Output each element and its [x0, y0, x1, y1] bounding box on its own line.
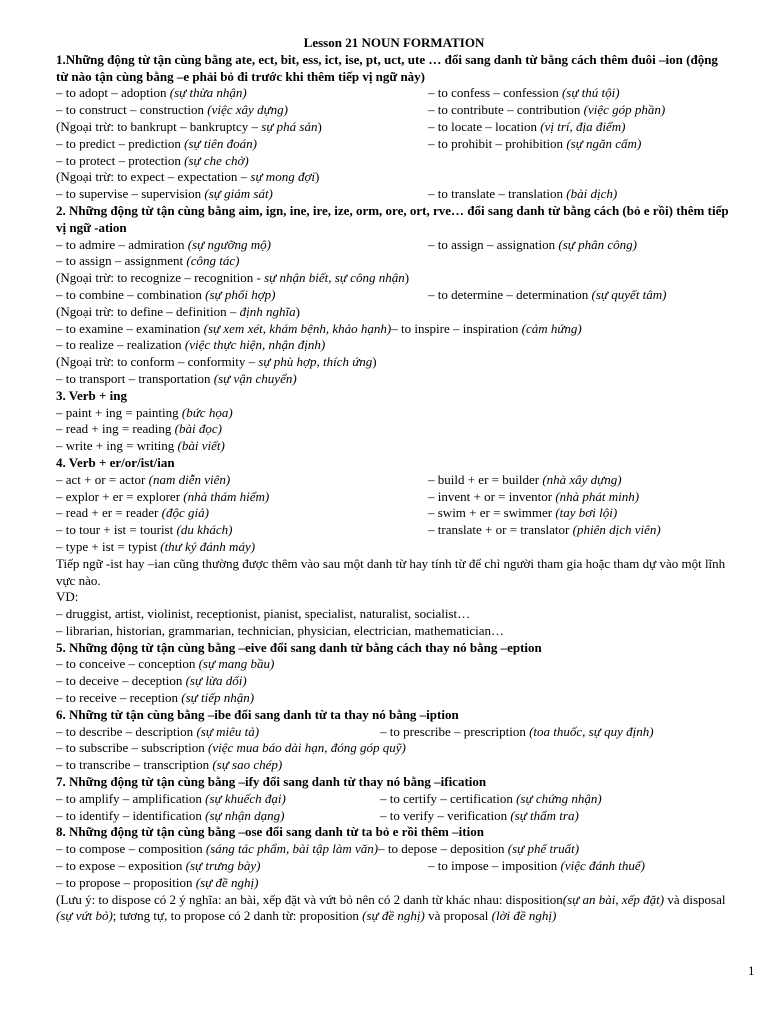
entry-text: – to subscribe – subscription	[56, 740, 209, 756]
entry-text: – to expose – exposition	[56, 858, 186, 874]
entry-text: – to assign – assignment	[56, 253, 187, 269]
entry-meaning: (việc thực hiện, nhận định)	[184, 337, 326, 353]
entry-left	[56, 237, 271, 252]
entry-meaning: (thư ký đánh máy)	[160, 538, 256, 554]
entry-meaning: (sự phối hợp)	[205, 286, 276, 302]
entry-row	[56, 841, 732, 858]
note-text: (Lưu ý: to dispose có 2 ý nghĩa: an bài, xếp đặt và vứt bỏ nên có 2 danh từ khác nhau: disposition	[56, 891, 563, 907]
entry-right	[428, 85, 620, 102]
entry-meaning: (sự thừa nhận)	[169, 85, 247, 101]
entry-left	[56, 119, 322, 134]
entry-text: – build + er = builder	[428, 471, 543, 487]
entry-text: )	[315, 169, 320, 185]
entry-left	[56, 405, 233, 420]
entry-text: – to receive – reception	[56, 690, 182, 706]
entry-meaning: (sự đề nghị)	[195, 874, 259, 890]
section-heading: 4. Verb + er/or/ist/ian	[56, 454, 175, 470]
entry-left	[56, 337, 325, 352]
entry-row	[56, 875, 732, 892]
entry-meaning: (sự ngưỡng mộ)	[187, 236, 272, 252]
entry-row	[56, 522, 732, 539]
entry-row	[56, 153, 732, 170]
entry-meaning: (sự miêu tả)	[196, 723, 260, 739]
entry-row	[56, 808, 732, 825]
entry-text: – swim + er = swimmer	[428, 505, 556, 521]
entry-text: – act + or = actor	[56, 471, 149, 487]
page-title: Lesson 21 NOUN FORMATION	[303, 35, 485, 50]
entry-left	[56, 757, 282, 772]
entry-meaning: (độc giả)	[161, 505, 209, 521]
entry-right	[428, 505, 617, 522]
entry-meaning: (du khách)	[176, 522, 233, 538]
entry-left	[56, 321, 582, 336]
entry-left	[56, 489, 269, 504]
note-text: và proposal	[424, 908, 492, 924]
example-line: – druggist, artist, violinist, receptionist, pianist, specialist, naturalist, socialist…	[56, 606, 471, 622]
entry-left	[56, 102, 288, 117]
section-heading: 2. Những động từ tận cùng bằng aim, ign, ine, ire, ize, orm, ore, ort, rve… đổi sang danh từ bằng cách (bỏ e rồi) thêm tiếp vị ngữ -ation	[56, 202, 729, 235]
entry-row	[56, 757, 732, 774]
entry-text: – to amplify – amplification	[56, 790, 206, 806]
entry-left	[56, 673, 247, 688]
entry-text: )	[404, 270, 410, 286]
entry-meaning: (tay bơi lội)	[555, 505, 618, 521]
entry-text: – to examine – examination	[56, 320, 204, 336]
entry-text: – to transport – transportation	[56, 370, 214, 386]
entry-text: – paint + ing = painting	[56, 404, 182, 420]
entry-left	[56, 808, 284, 823]
entry-text: – to supervise – supervision	[56, 186, 205, 202]
note-meaning: (lời đề nghị)	[491, 908, 557, 924]
entry-left	[56, 287, 275, 302]
entry-meaning: (sự trưng bày)	[185, 858, 261, 874]
entry-meaning: (sự xem xét, khám bệnh, khảo hạnh)	[203, 320, 392, 336]
example-label: VD:	[56, 589, 79, 605]
section-heading: 6. Những từ tận cùng bằng –ibe đổi sang danh từ ta thay nó bằng –iption	[56, 706, 459, 722]
entry-text: – to translate – translation	[428, 186, 567, 202]
note-meaning: (sự an bài, xếp đặt)	[562, 891, 665, 907]
entry-meaning: (sự phế truất)	[507, 841, 580, 857]
entry-text: – to locate – location	[428, 118, 541, 134]
entry-meaning: sự mong đợi	[250, 169, 315, 185]
entry-meaning: (sự sao chép)	[212, 757, 283, 773]
entry-meaning: (việc góp phần)	[583, 102, 666, 118]
entry-meaning: (sự lừa dối)	[185, 673, 247, 689]
final-note	[56, 892, 732, 926]
entry-row	[56, 791, 732, 808]
entry-text: – to contribute – contribution	[428, 102, 584, 118]
entry-text: – to depose – deposition	[378, 841, 508, 857]
entry-row	[56, 740, 732, 757]
entry-text: – explor + er = explorer	[56, 488, 184, 504]
note-text: ; tương tự, to propose có 2 danh từ: proposition	[112, 908, 363, 924]
entry-row	[56, 421, 732, 438]
entry-text: – to describe – description	[56, 723, 197, 739]
entry-left	[56, 169, 319, 184]
entry-left	[56, 438, 225, 453]
entry-left	[56, 505, 209, 520]
entry-row	[56, 237, 732, 254]
entry-right	[380, 791, 602, 808]
entry-meaning: (nam diễn viên)	[148, 471, 231, 487]
entry-meaning: (bài viết)	[177, 438, 225, 454]
entry-row	[56, 858, 732, 875]
entry-left	[56, 304, 300, 319]
entry-row	[56, 270, 732, 287]
entry-left	[56, 253, 239, 268]
entry-left	[56, 85, 247, 100]
entry-row	[56, 405, 732, 422]
entry-text: – to inspire – inspiration	[391, 320, 522, 336]
entry-left	[56, 858, 260, 873]
entry-left	[56, 153, 249, 168]
entry-left	[56, 421, 222, 436]
entry-row	[56, 539, 732, 556]
entry-text: (Ngoại trừ: to recognize – recognition -	[56, 270, 265, 286]
entry-text: – to protect – protection	[56, 152, 185, 168]
entry-text: – to confess – confession	[428, 85, 562, 101]
section-heading: 5. Những động từ tận cùng bằng –eive đổi sang danh từ bằng cách thay nó bằng –eption	[56, 639, 542, 655]
entry-text: – to propose – proposition	[56, 874, 196, 890]
entry-left	[56, 875, 258, 890]
entry-row	[56, 354, 732, 371]
entry-right	[428, 287, 667, 304]
entry-left	[56, 724, 259, 739]
entry-text: – to verify – verification	[380, 807, 511, 823]
entry-text: – to admire – admiration	[56, 236, 188, 252]
entry-meaning: (việc xây dựng)	[207, 102, 288, 118]
entry-meaning: (sự chứng nhận)	[516, 790, 602, 806]
entry-text: – to compose – composition	[56, 841, 206, 857]
entry-row	[56, 85, 732, 102]
entry-meaning: (sự nhận dạng)	[205, 807, 285, 823]
entry-right	[428, 237, 637, 254]
entry-meaning: sự nhận biết, sự công nhận	[264, 270, 405, 286]
entry-meaning: (sự thú tội)	[561, 85, 620, 101]
entry-row	[56, 337, 732, 354]
entry-text: – to realize – realization	[56, 337, 185, 353]
entry-meaning: (sự thẩm tra)	[510, 807, 579, 823]
entry-text: )	[295, 303, 300, 319]
entry-text: (Ngoại trừ: to conform – conformity –	[56, 354, 259, 370]
entry-row	[56, 690, 732, 707]
entry-meaning: (sự ngăn cấm)	[566, 135, 642, 151]
entry-row	[56, 438, 732, 455]
entry-meaning: sự phá sản	[261, 118, 318, 134]
entry-left	[56, 522, 232, 537]
entry-text: (Ngoại trừ: to expect – expectation –	[56, 169, 251, 185]
entry-meaning: định nghĩa	[239, 303, 296, 319]
entry-row	[56, 304, 732, 321]
entry-right	[428, 136, 641, 153]
entry-left	[56, 791, 286, 806]
entry-row	[56, 169, 732, 186]
entry-text: – to conceive – conception	[56, 656, 199, 672]
example-line: – librarian, historian, grammarian, technician, physician, electrician, mathematician…	[56, 622, 504, 638]
entry-left	[56, 841, 579, 856]
entry-row	[56, 321, 732, 338]
note-text: và disposal	[664, 891, 726, 907]
entry-text: – read + er = reader	[56, 505, 162, 521]
note-meaning: (sự đề nghị)	[362, 908, 425, 924]
entry-meaning: (nhà thám hiểm)	[183, 488, 270, 504]
entry-meaning: sự phù hợp, thích ứng	[258, 354, 373, 370]
entry-row	[56, 673, 732, 690]
entry-left	[56, 136, 257, 151]
entry-right	[428, 186, 617, 203]
entry-row	[56, 119, 732, 136]
entry-text: – to prescribe – prescription	[380, 723, 530, 739]
entry-meaning: (việc mua báo dài hạn, đóng góp quỹ)	[208, 740, 406, 756]
entry-meaning: (sự tiếp nhận)	[181, 690, 255, 706]
section-heading: 1.Những động từ tận cùng bằng ate, ect, bit, ess, ict, ise, pt, uct, ute … đổi sang danh từ bằng cách thêm đuôi –ion (động từ nào tận cùng bằng –e phải bỏ đi trước khi thêm tiếp vị ngữ này)	[56, 51, 718, 84]
section-heading: 7. Những động từ tận cùng bằng –ify đổi sang danh từ thay nó bằng –ification	[56, 774, 487, 790]
entry-row	[56, 505, 732, 522]
entry-text: (Ngoại trừ: to define – definition –	[56, 303, 240, 319]
entry-text: – invent + or = inventor	[428, 488, 556, 504]
entry-meaning: (sự mang bầu)	[198, 656, 275, 672]
entry-meaning: (nhà phát minh)	[555, 488, 640, 504]
entry-row	[56, 102, 732, 119]
entry-right	[428, 102, 665, 119]
entry-meaning: (sự giám sát)	[204, 186, 273, 202]
entry-left	[56, 539, 255, 554]
entry-meaning: (bức họa)	[181, 404, 233, 420]
entry-left	[56, 270, 409, 285]
entry-meaning: (cảm hứng)	[521, 320, 582, 336]
entry-text: – read + ing = reading	[56, 421, 175, 437]
entry-right	[380, 808, 579, 825]
document-page	[56, 35, 732, 925]
entry-meaning: (nhà xây dựng)	[542, 471, 622, 487]
note-meaning: (sự vứt bỏ)	[56, 908, 113, 924]
entry-meaning: (bài đọc)	[174, 421, 222, 437]
entry-meaning: (sáng tác phẩm, bài tập làm văn)	[205, 841, 379, 857]
entry-row	[56, 253, 732, 270]
entry-text: – write + ing = writing	[56, 438, 178, 454]
entry-right	[428, 522, 661, 539]
entry-left	[56, 690, 254, 705]
entry-meaning: (sự phân công)	[558, 236, 637, 252]
entry-meaning: (sự quyết tâm)	[591, 286, 667, 302]
entry-meaning: (vị trí, địa điểm)	[540, 118, 626, 134]
entry-text: (Ngoại trừ: to bankrupt – bankruptcy –	[56, 118, 262, 134]
entry-right	[428, 858, 645, 875]
entry-text: – to certify – certification	[380, 790, 517, 806]
entry-row	[56, 371, 732, 388]
document-body	[56, 52, 732, 925]
entry-text: – to impose – imposition	[428, 858, 561, 874]
entry-text: – translate + or = translator	[428, 522, 573, 538]
entry-right	[428, 489, 639, 506]
entry-left	[56, 186, 273, 201]
entry-text: – type + ist = typist	[56, 538, 161, 554]
entry-text: – to deceive – deception	[56, 673, 186, 689]
entry-right	[428, 472, 622, 489]
entry-text: – to tour + ist = tourist	[56, 522, 177, 538]
entry-text: – to adopt – adoption	[56, 85, 170, 101]
entry-text: )	[317, 118, 322, 134]
entry-text: – to identify – identification	[56, 807, 206, 823]
entry-meaning: (sự khuếch đại)	[205, 790, 286, 806]
section-heading: 3. Verb + ing	[56, 387, 127, 403]
entry-row	[56, 186, 732, 203]
entry-meaning: (bài dịch)	[566, 186, 618, 202]
entry-text: )	[372, 354, 377, 370]
entry-left	[56, 472, 230, 487]
entry-left	[56, 354, 377, 369]
entry-text: – to construct – construction	[56, 102, 208, 118]
entry-row	[56, 287, 732, 304]
entry-meaning: (sự tiên đoán)	[184, 135, 257, 151]
entry-row	[56, 656, 732, 673]
entry-meaning: (toa thuốc, sự quy định)	[529, 723, 654, 739]
entry-left	[56, 740, 406, 755]
entry-meaning: (sự che chở)	[184, 152, 249, 168]
entry-left	[56, 656, 274, 671]
entry-meaning: (sự vận chuyển)	[213, 370, 297, 386]
entry-text: – to determine – determination	[428, 286, 592, 302]
page-number: 1	[748, 963, 755, 978]
entry-meaning: (phiên dịch viên)	[572, 522, 661, 538]
entry-text: – to combine – combination	[56, 286, 206, 302]
section-heading: 8. Những động từ tận cùng bằng –ose đổi sang danh từ ta bỏ e rồi thêm –ition	[56, 824, 484, 840]
entry-text: – to predict – prediction	[56, 135, 185, 151]
entry-text: – to transcribe – transcription	[56, 757, 213, 773]
entry-row	[56, 472, 732, 489]
entry-right	[380, 724, 654, 741]
entry-row	[56, 724, 732, 741]
entry-left	[56, 371, 297, 386]
entry-meaning: (việc đánh thuế)	[560, 858, 646, 874]
entry-row	[56, 489, 732, 506]
entry-right	[428, 119, 626, 136]
entry-meaning: (công tác)	[186, 253, 240, 269]
entry-text: – to assign – assignation	[428, 236, 559, 252]
entry-text: – to prohibit – prohibition	[428, 135, 567, 151]
entry-row	[56, 136, 732, 153]
section-note: Tiếp ngữ -ist hay –ian cũng thường được thêm vào sau một danh từ hay tính từ để chỉ người tham gia hoặc tham dự vào một lĩnh vực nào.	[56, 555, 726, 588]
